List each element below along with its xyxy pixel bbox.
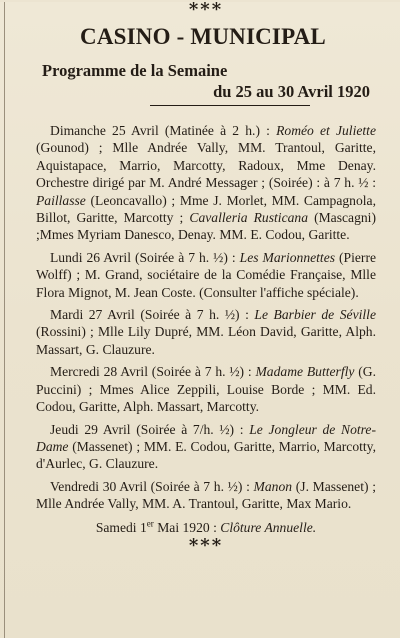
programme-entry [36,122,376,244]
page-title: CASINO - MUNICIPAL [80,24,326,49]
subtitle-rule [150,105,310,106]
work-title: Les Marionnettes [239,249,336,265]
work-title: Cavalleria Rusticana [189,210,308,226]
entry-text: (Rossini) ; Mlle Lily Dupré, MM. Léon David, Garitte, Alph. Massart, G. Clauzure. [36,324,376,357]
entry-date: Dimanche 25 Avril (Matinée à 2 h.) : [50,123,270,138]
entry-date: Lundi 26 Avril (Soirée à 7 h. ½) : [50,249,236,265]
entry-text: (Mascagni) ;Mmes Myriam Danesco, Denay. MM. E. Codou, Garitte. [36,210,376,243]
entry-text: (Massenet) ; MM. E. Codou, Garitte, Marrio, Marcotty, d'Aurlec, G. Clauzure. [36,438,376,472]
entry-date: Mardi 27 Avril (Soirée à 7 h. ½) : [50,307,249,323]
closing-line [36,519,376,536]
subtitle-line-2: du 25 au 30 Avril 1920 [213,82,370,101]
programme-entry [36,249,376,301]
programme-entry [36,363,376,415]
work-title: Le Jongleur de Notre-Dame [36,421,376,454]
entry-date: Mercredi 28 Avril (Soirée à 7 h. ½) : [50,364,252,380]
work-title: Paillasse [36,192,86,208]
closing-prefix: Samedi 1 [95,519,147,535]
entry-text: (Pierre Wolff) ; M. Grand, sociétaire de la Comédie Française, Mlle Flora Mignot, M. Jean Coste. (Consulter l'affiche spéciale). [36,249,377,300]
closing-note: Clôture Annuelle. [220,519,317,535]
work-title: Manon [253,478,293,494]
entry-text: (Leoncavallo) ; Mme J. Morlet, MM. Campagnola, Billot, Garitte, Marcotty ; [36,192,376,226]
work-title: Roméo et Juliette [276,123,376,138]
entry-date: Jeudi 29 Avril (Soirée à 7/h. ½) : [50,421,244,437]
programme-entry [36,478,376,513]
entry-date: Vendredi 30 Avril (Soirée à 7 h. ½) : [50,478,250,494]
programme-entry [36,421,376,473]
programme-entries [36,122,376,513]
stars-ornament-bottom: *** [188,534,224,556]
column-rule [4,2,5,638]
stars-ornament-top: *** [188,0,224,20]
programme-page [0,2,400,638]
entry-text: (Gounod) ; Mlle Andrée Vally, MM. Trantoul, Garitte, Aquistapace, Marrio, Marcotty, Radoux, Mme Denay. Orchestre dirigé par M. André Messager ; (Soirée) : à 7 h. ½ : [36,140,376,191]
entry-text: (G. Puccini) ; Mmes Alice Zeppili, Louise Borde ; MM. Ed. Codou, Garitte, Alph. Massart, Marcotty. [36,364,376,415]
programme-subtitle [36,60,376,102]
closing-sup: er [146,518,154,528]
work-title: Madame Butterfly [255,364,355,380]
work-title: Le Barbier de Séville [254,307,376,323]
entry-text: (J. Massenet) ; Mlle Andrée Vally, MM. A. Trantoul, Garitte, Max Mario. [36,478,376,512]
subtitle-line-1: Programme de la Semaine [42,61,228,80]
programme-entry [36,306,376,358]
closing-mid: Mai 1920 : [153,519,221,535]
